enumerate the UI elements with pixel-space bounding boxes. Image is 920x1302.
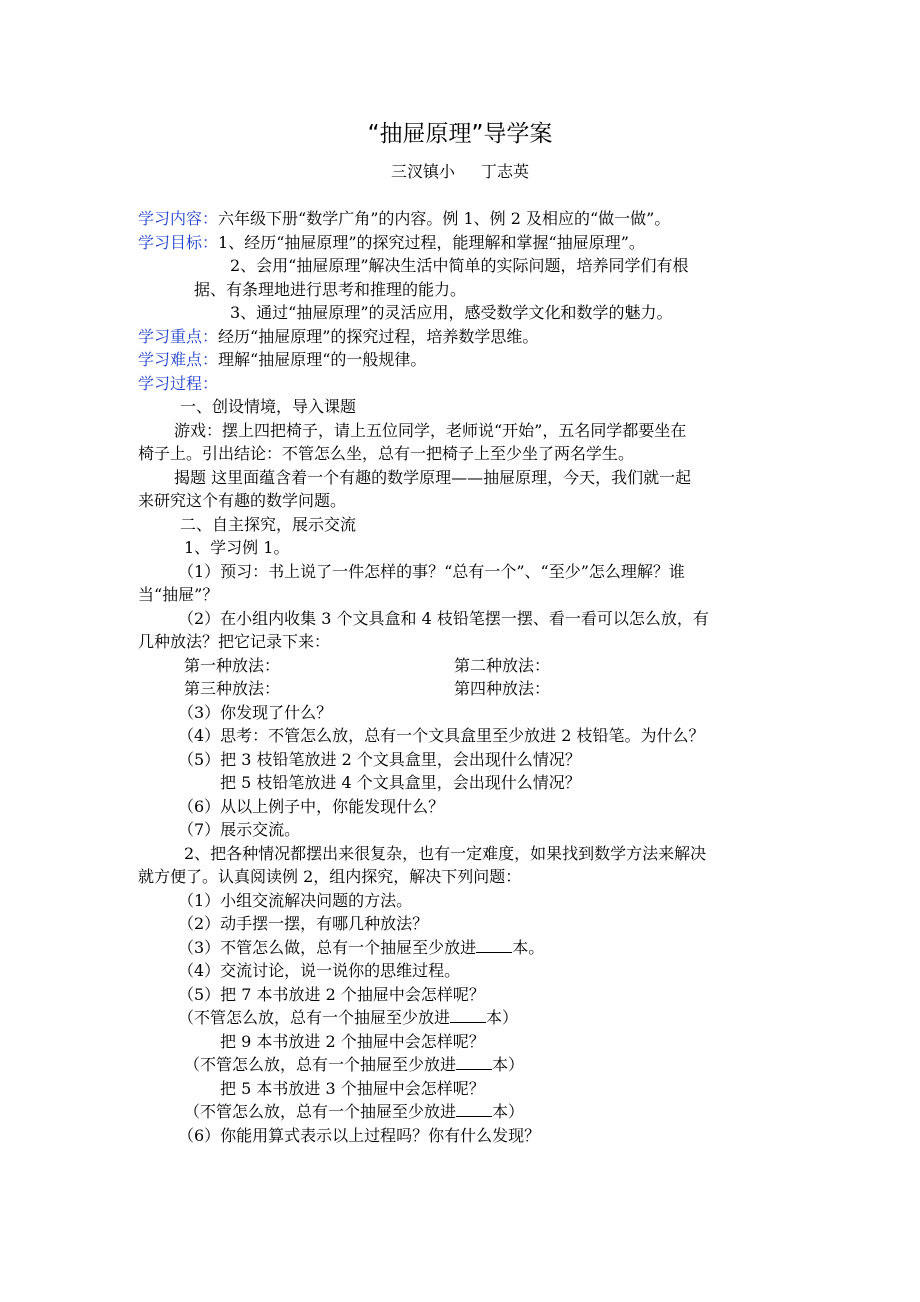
methods-row-2	[138, 677, 788, 701]
reveal-text-cont: 来研究这个有趣的数学问题。	[138, 491, 347, 510]
fill-line-2: （不管怎么放，总有一个抽屉至少放进 本）	[184, 1055, 525, 1074]
section-2-title: 二、自主探究，展示交流	[180, 514, 357, 534]
question-1-cont: 当“抽屉”？	[138, 585, 219, 604]
learning-process	[138, 372, 788, 396]
key-label: 学习重点：	[138, 326, 219, 346]
example-2-q1: （1）小组交流解决问题的方法。	[178, 890, 413, 910]
question-6: （6）从以上例子中，你能发现什么？	[178, 796, 445, 816]
question-3: （3）你发现了什么？	[178, 702, 333, 722]
goal-2-cont: 据、有条理地进行思考和推理的能力。	[194, 279, 467, 299]
example-1-title: 1、学习例 1。	[184, 538, 290, 557]
author-name: 丁志英	[481, 162, 530, 181]
author-line	[0, 160, 920, 184]
goal-2: 2、会用“抽屉原理”解决生活中简单的实际问题，培养同学们有根	[230, 256, 689, 275]
example-2-text-cont: 就方便了。认真阅读例 2，组内探究，解决下列问题：	[138, 867, 522, 886]
example-2-q2: （2）动手摆一摆，有哪几种放法？	[178, 914, 429, 933]
question-4: （4）思考：不管怎么放，总有一个文具盒里至少放进 2 枝铅笔。为什么？	[178, 726, 705, 745]
question-5: （5）把 3 枝铅笔放进 2 个文具盒里，会出现什么情况？	[178, 749, 581, 769]
method-1: 第一种放法：	[184, 655, 281, 675]
fill-line-1: （不管怎么放，总有一个抽屉至少放进 本）	[178, 1008, 519, 1027]
fill-blank[interactable]	[456, 1055, 492, 1070]
learning-content: 学习内容：六年级下册“数学广角”的内容。例 1、例 2 及相应的“做一做”。	[138, 209, 671, 228]
author-school: 三汊镇小	[390, 162, 455, 181]
reveal-text: 揭题 这里面蕴含着一个有趣的数学原理——抽屉原理，今天，我们就一起	[174, 467, 692, 487]
difficulty-label: 学习难点：	[138, 350, 219, 369]
learning-key: 学习重点：经历“抽屉原理”的探究过程，培养数学思维。	[138, 326, 539, 346]
example-2-q4: （4）交流讨论，说一说你的思维过程。	[178, 961, 461, 980]
process-label: 学习过程：	[138, 373, 219, 393]
game-text-cont: 椅子上。引出结论：不管怎么坐，总有一把椅子上至少坐了两名学生。	[138, 444, 635, 463]
learning-difficulty: 学习难点：理解“抽屉原理“的一般规律。	[138, 350, 427, 369]
example-2-q5-b: 把 9 本书放进 2 个抽屉中会怎样呢？	[220, 1031, 485, 1051]
game-text: 游戏：摆上四把椅子，请上五位同学，老师说“开始”，五名同学都要坐在	[174, 420, 687, 440]
goal-label: 学习目标：	[138, 232, 219, 252]
fill-blank[interactable]	[450, 1008, 486, 1023]
page-title: “抽屉原理”导学案	[367, 121, 553, 147]
content-label: 学习内容：	[138, 209, 219, 228]
goal-3: 3、通过“抽屉原理”的灵活应用，感受数学文化和数学的魅力。	[230, 303, 673, 322]
example-2-q6: （6）你能用算式表示以上过程吗？你有什么发现？	[178, 1125, 541, 1145]
method-4: 第四种放法：	[454, 679, 551, 698]
question-5-b: 把 5 枝铅笔放进 4 个文具盒里，会出现什么情况？	[220, 773, 581, 792]
question-7: （7）展示交流。	[178, 820, 301, 839]
question-2-cont: 几种放法？把它记录下来：	[138, 632, 331, 651]
question-2: （2）在小组内收集 3 个文具盒和 4 枝铅笔摆一摆、看一看可以怎么放，有	[178, 608, 709, 628]
fill-line-3: （不管怎么放，总有一个抽屉至少放进 本）	[184, 1102, 525, 1121]
methods-row-1	[138, 654, 788, 678]
example-2-text: 2、把各种情况都摆出来很复杂，也有一定难度，如果找到数学方法来解决	[184, 843, 707, 863]
example-2-q5-c: 把 5 本书放进 3 个抽屉中会怎样呢？	[220, 1078, 485, 1098]
method-3: 第三种放法：	[184, 679, 281, 698]
section-1-title: 一、创设情境，导入课题	[180, 397, 357, 416]
example-2-q5: （5）把 7 本书放进 2 个抽屉中会怎样呢？	[178, 984, 485, 1004]
question-1: （1）预习：书上说了一件怎样的事？“总有一个”、“至少”怎么理解？谁	[178, 561, 685, 581]
fill-blank[interactable]	[476, 938, 512, 953]
fill-blank[interactable]	[456, 1102, 492, 1117]
example-2-q3: （3）不管怎么做，总有一个抽屉至少放进 本。	[178, 937, 545, 957]
document-body	[138, 207, 788, 1147]
method-2: 第二种放法：	[454, 655, 551, 675]
learning-goals: 学习目标：1、经历“抽屉原理”的探究过程，能理解和掌握“抽屉原理”。	[138, 232, 645, 252]
